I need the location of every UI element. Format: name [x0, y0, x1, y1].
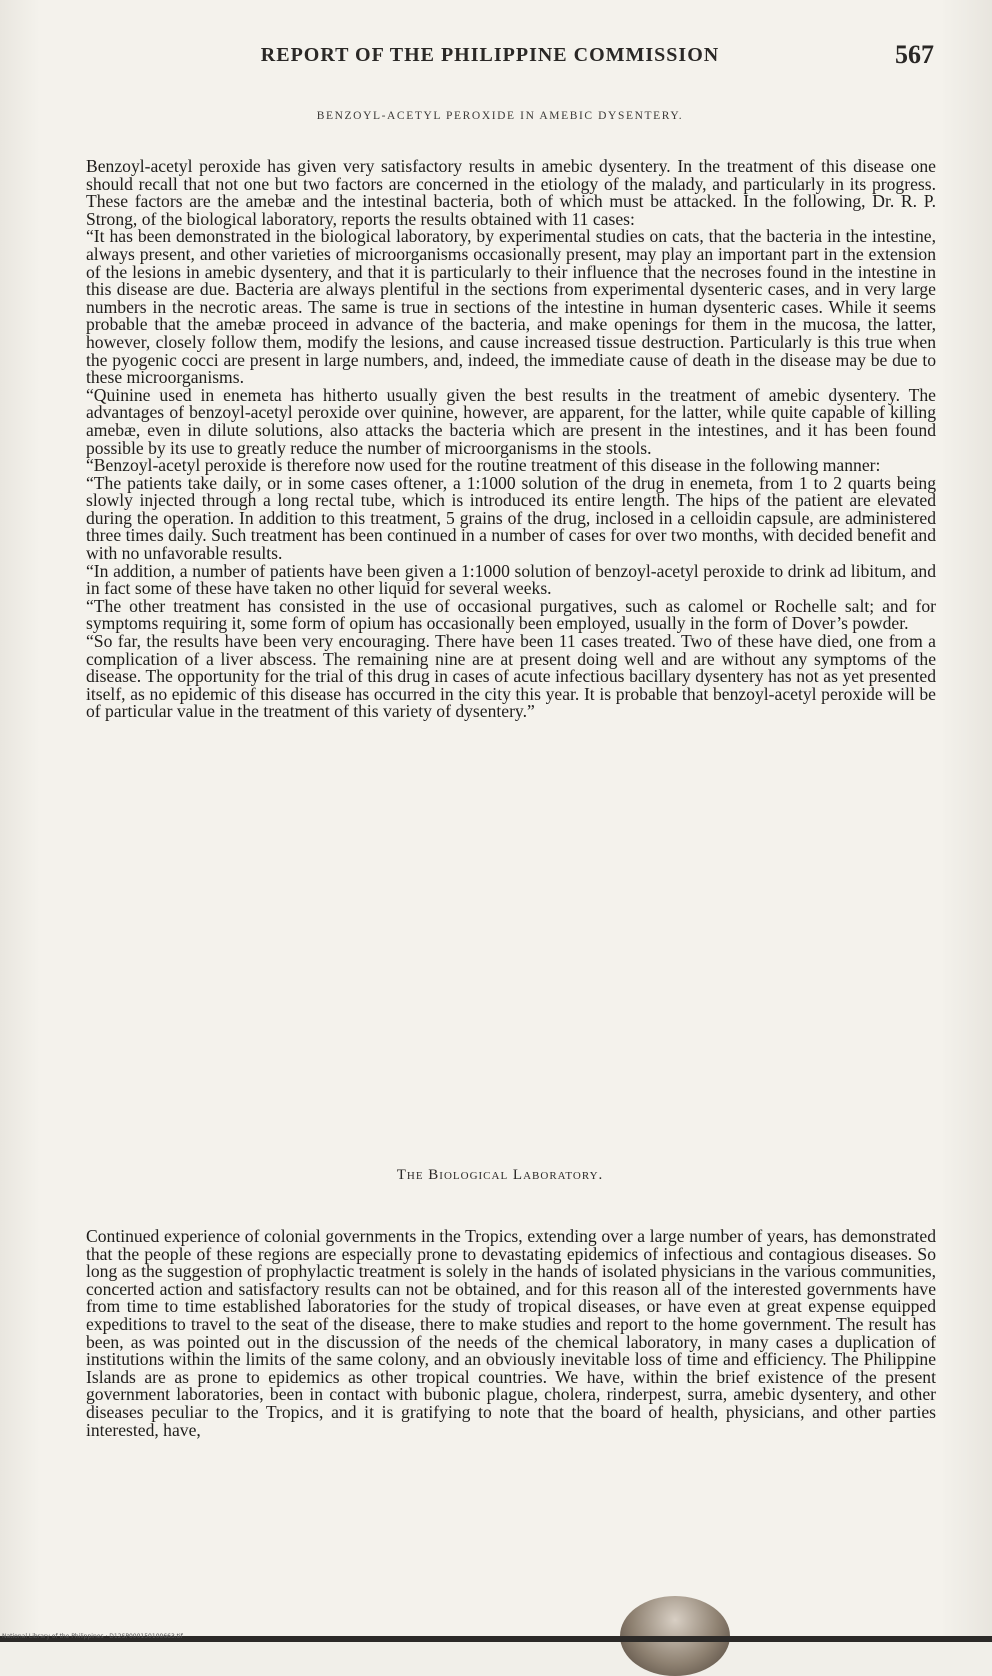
paragraph: “Quinine used in enemeta has hitherto usually given the best results in the treatment of amebic dysentery. The advantages of benzoyl-acetyl peroxide over quinine, however, are apparent, for the latter, while quite capable of killing amebæ, even in dilute solutions, also attacks the bacteria which are present in the intestines, and it has been found possible by its use to greatly reduce the number of microorganisms in the stools. — [86, 384, 936, 458]
running-header: REPORT OF THE PHILIPPINE COMMISSION — [260, 44, 720, 66]
section-title-biological-laboratory: The Biological Laboratory. — [396, 1167, 604, 1183]
paragraph: Continued experience of colonial governments in the Tropics, extending over a large number of years, has demonstrated that the people of these regions are especially prone to devastating epidemics of infectious and contagious diseases. So long as the suggestion of prophylactic treatment is solely in the hands of isolated physicians in the various communities, concerted action and satisfactory results can not be obtained, and for this reason all of the interested governments have from time to time established laboratories for the study of tropical diseases, or have even at great expense equipped expeditions to travel to the seat of the disease, there to make studies and report to the home government. The result has been, as was pointed out in the discussion of the needs of the chemical laboratory, in many cases a duplication of institutions within the limits of the same colony, and an obviously inevitable loss of time and efficiency. The Philippine Islands are as prone to epidemics as other tropical countries. We have, within the brief existence of the present government laboratories, been in contact with bubonic plague, cholera, rinderpest, surra, amebic dysentery, and other diseases peculiar to the Tropics, and it is gratifying to note that the board of health, physicians, and other parties interested, have, — [86, 1226, 936, 1440]
paragraph: “Benzoyl-acetyl peroxide is therefore now used for the routine treatment of this disease in the following manner: — [86, 455, 881, 476]
paragraph: “The patients take daily, or in some cases oftener, a 1:1000 solution of the drug in enemeta, from 1 to 2 quarts being slowly injected through a long rectal tube, which is introduced its entire length. The hips of the patient are elevated during the operation. In addition to this treatment, 5 grains of the drug, inclosed in a celloidin capsule, are administered three times daily. Such treatment has been continued in a number of cases for over two months, with decided benefit and with no unfavorable results. — [86, 472, 936, 564]
page-number: 567 — [895, 40, 934, 69]
paragraph: “So far, the results have been very encouraging. There have been 11 cases treated. Two of these have died, one from a complication of a liver abscess. The remaining nine are at present doing well and are without any symptoms of the disease. The opportunity for the trial of this drug in cases of acute infectious bacillary dysentery has not as yet presented itself, as no epidemic of this disease has occurred in the city this year. It is probable that benzoyl-acetyl peroxide will be of particular value in the treatment of this variety of dysentery.” — [86, 631, 936, 722]
paragraph: “The other treatment has consisted in the use of occasional purgatives, such as calomel or Rochelle salt; and for symptoms requiring it, some form of opium has occasionally been employed, usually in the form of Dover’s powder. — [86, 595, 936, 634]
archive-stamp: National Library of the Philippines · D12SP000150100663.tif — [2, 1633, 183, 1640]
paragraph: “It has been demonstrated in the biological laboratory, by experimental studies on cats, that the bacteria in the intestine, always present, and other varieties of microorganisms occasionally present, may play an important part in the extension of the lesions in amebic dysentery, and that it is particularly to their influence that the necroses found in the intestine in this disease are due. Bacteria are always plentiful in the sections from experimental dysenteric cases, and in very large numbers in the necrotic areas. The same is true in sections of the intestine in human dysenteric cases. While it seems probable that the amebæ proceed in advance of the bacteria, and make openings for them in the mucosa, the latter, however, closely follow them, modify the lesions, and cause increased tissue destruction. Particularly is this true when the pyogenic cocci are present in large numbers, and, indeed, the immediate cause of death in the disease may be due to these microorganisms. — [86, 226, 936, 388]
section-title-benzoyl: BENZOYL-ACETYL PEROXIDE IN AMEBIC DYSENTERY. — [316, 110, 684, 122]
section-body-biological-laboratory — [86, 1228, 936, 1439]
section-body-benzoyl — [86, 158, 936, 721]
paragraph: Benzoyl-acetyl peroxide has given very satisfactory results in amebic dysentery. In the treatment of this disease one should recall that not one but two factors are concerned in the etiology of the malady, and particularly in its progress. These factors are the amebæ and the intestinal bacteria, both of which must be attacked. In the following, Dr. R. P. Strong, of the biological laboratory, reports the results obtained with 11 cases: — [86, 156, 936, 229]
paragraph: “In addition, a number of patients have been given a 1:1000 solution of benzoyl-acetyl peroxide to drink ad libitum, and in fact some of these have taken no other liquid for several weeks. — [86, 560, 936, 599]
